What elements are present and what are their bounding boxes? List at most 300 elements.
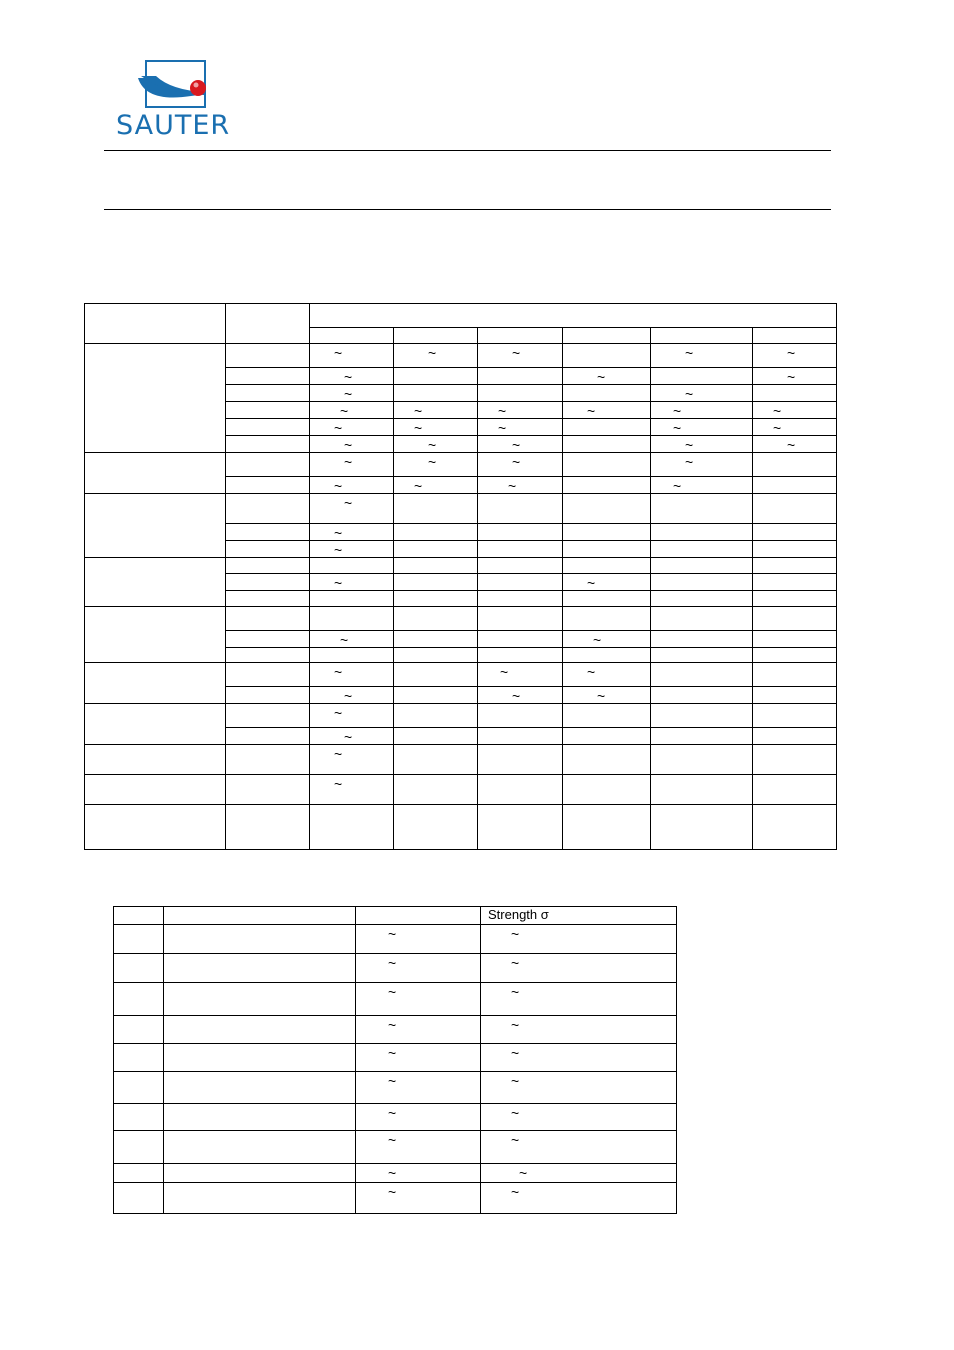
value-cell [478,574,563,591]
value-cell [478,494,563,524]
value-cell [394,477,478,494]
range-tilde: ~ [787,369,796,385]
value-cell [478,436,563,453]
row-label-cell [226,494,310,524]
row-label-cell [226,574,310,591]
value-cell [651,368,753,385]
table-row [114,1044,677,1072]
value-cell [394,728,478,745]
value-cell [164,1183,356,1214]
value-cell [753,453,837,477]
value-cell [310,648,394,663]
range-tilde: ~ [388,1132,397,1148]
value-cell [651,402,753,419]
header-cell [563,328,651,344]
value-cell [753,541,837,558]
value-cell [114,1016,164,1044]
value-cell [164,1044,356,1072]
header-cell [394,328,478,344]
range-tilde: ~ [344,729,353,745]
range-tilde: ~ [428,345,437,361]
value-cell [394,775,478,805]
group-label-cell [85,558,226,607]
value-cell [753,524,837,541]
value-cell [651,558,753,574]
value-cell [394,687,478,704]
header-cell [164,907,356,925]
range-tilde: ~ [344,437,353,453]
value-cell [753,631,837,648]
value-cell [394,574,478,591]
value-cell [651,687,753,704]
value-cell [394,704,478,728]
value-cell [563,728,651,745]
range-tilde: ~ [388,984,397,1000]
range-tilde: ~ [773,420,782,436]
value-cell [753,558,837,574]
value-cell [481,1131,677,1164]
value-cell [356,983,481,1016]
value-cell [114,1164,164,1183]
range-tilde: ~ [388,1165,397,1181]
value-cell [164,1131,356,1164]
row-label-cell [226,368,310,385]
value-cell [753,419,837,436]
value-cell [164,983,356,1016]
value-cell [478,728,563,745]
range-tilde: ~ [428,437,437,453]
value-cell [651,631,753,648]
value-cell [394,607,478,631]
range-tilde: ~ [334,420,343,436]
range-tilde: ~ [334,542,343,558]
table-row [114,925,677,954]
value-cell [310,436,394,453]
value-cell [356,1104,481,1131]
row-label-cell [226,663,310,687]
value-cell [753,745,837,775]
range-tilde: ~ [511,1184,520,1200]
value-cell [481,983,677,1016]
table-row [85,607,837,631]
range-tilde: ~ [388,1017,397,1033]
range-tilde: ~ [593,632,602,648]
value-cell [310,558,394,574]
value-cell [310,704,394,728]
value-cell [651,728,753,745]
value-cell [563,775,651,805]
table-row [85,805,837,850]
value-cell [753,344,837,368]
range-tilde: ~ [334,345,343,361]
value-cell [563,402,651,419]
range-tilde: ~ [334,664,343,680]
value-cell [753,385,837,402]
value-cell [310,385,394,402]
value-cell [481,1183,677,1214]
value-cell [753,648,837,663]
value-cell [563,453,651,477]
value-cell [114,1072,164,1104]
value-cell [394,591,478,607]
value-cell [164,1104,356,1131]
value-cell [310,805,394,850]
value-cell [478,524,563,541]
value-cell [310,477,394,494]
range-tilde: ~ [508,478,517,494]
table-row [85,558,837,574]
value-cell [478,687,563,704]
range-tilde: ~ [673,478,682,494]
range-tilde: ~ [512,454,521,470]
value-cell [478,402,563,419]
value-cell [753,663,837,687]
row-label-cell [226,687,310,704]
value-cell [651,524,753,541]
range-tilde: ~ [344,454,353,470]
range-tilde: ~ [334,478,343,494]
row-label-cell [226,607,310,631]
row-label-cell [226,728,310,745]
value-cell [753,368,837,385]
range-tilde: ~ [334,525,343,541]
value-cell [164,1072,356,1104]
table-row [85,453,837,477]
value-cell [481,1016,677,1044]
row-label-cell [226,591,310,607]
value-cell [310,775,394,805]
range-tilde: ~ [587,403,596,419]
value-cell [753,402,837,419]
row-label-cell [226,436,310,453]
header-rule-bottom [104,209,831,210]
value-cell [356,925,481,954]
value-cell [478,648,563,663]
value-cell [394,344,478,368]
range-tilde: ~ [498,403,507,419]
value-cell [651,419,753,436]
value-cell [651,574,753,591]
header-cell [651,328,753,344]
value-cell [651,477,753,494]
table-row [85,704,837,728]
value-cell [356,1164,481,1183]
strength-table [113,906,677,1214]
value-cell [753,436,837,453]
value-cell [164,1164,356,1183]
value-cell [563,648,651,663]
range-tilde: ~ [340,632,349,648]
value-cell [651,607,753,631]
logo-mark [116,58,246,114]
row-label-cell [226,385,310,402]
table-row [114,1072,677,1104]
range-tilde: ~ [388,1184,397,1200]
range-tilde: ~ [511,926,520,942]
row-label-cell [226,745,310,775]
header-cell [753,328,837,344]
value-cell [481,1104,677,1131]
value-cell [394,541,478,558]
value-cell [651,648,753,663]
value-cell [310,541,394,558]
row-label-cell [226,805,310,850]
value-cell [563,436,651,453]
value-cell [478,368,563,385]
range-tilde: ~ [344,495,353,511]
value-cell [310,524,394,541]
range-tilde: ~ [344,688,353,704]
table-row [114,1131,677,1164]
range-tilde: ~ [587,575,596,591]
row-label-cell [226,477,310,494]
value-cell [394,385,478,402]
range-tilde: ~ [428,454,437,470]
row-label-cell [226,558,310,574]
group-label-cell [85,805,226,850]
value-cell [563,385,651,402]
value-cell [164,925,356,954]
value-cell [563,687,651,704]
value-cell [753,574,837,591]
value-cell [563,419,651,436]
table-row [114,1016,677,1044]
value-cell [310,631,394,648]
range-tilde: ~ [511,955,520,971]
value-cell [651,704,753,728]
range-tilde: ~ [685,454,694,470]
value-cell [310,663,394,687]
value-cell [651,494,753,524]
row-label-cell [226,775,310,805]
value-cell [478,663,563,687]
range-tilde: ~ [673,403,682,419]
header-rule-top [104,150,831,151]
value-cell [310,687,394,704]
row-label-cell [226,631,310,648]
value-cell [478,745,563,775]
value-cell [753,728,837,745]
value-cell [478,541,563,558]
range-tilde: ~ [344,386,353,402]
value-cell [356,1072,481,1104]
range-tilde: ~ [340,403,349,419]
value-cell [651,344,753,368]
value-cell [478,631,563,648]
range-tilde: ~ [685,345,694,361]
value-cell [114,1131,164,1164]
row-label-cell [226,402,310,419]
value-cell [563,541,651,558]
range-tilde: ~ [414,420,423,436]
value-cell [563,631,651,648]
value-cell [753,607,837,631]
value-cell [753,687,837,704]
range-tilde: ~ [511,1132,520,1148]
range-tilde: ~ [512,688,521,704]
range-tilde: ~ [512,437,521,453]
value-cell [310,494,394,524]
range-tilde: ~ [511,1105,520,1121]
row-label-cell [226,344,310,368]
value-cell [478,477,563,494]
group-label-cell [85,494,226,558]
value-cell [310,745,394,775]
range-tilde: ~ [344,369,353,385]
value-cell [356,954,481,983]
row-label-cell [226,541,310,558]
group-label-cell [85,344,226,453]
header-cell [226,304,310,344]
range-tilde: ~ [414,478,423,494]
range-tilde: ~ [685,437,694,453]
value-cell [478,805,563,850]
header-cell [85,304,226,344]
value-cell [164,1016,356,1044]
header-cell [310,328,394,344]
value-cell [563,591,651,607]
value-cell [356,1044,481,1072]
value-cell [481,1044,677,1072]
value-cell [563,344,651,368]
value-cell [478,704,563,728]
range-tilde: ~ [388,955,397,971]
table-row [114,1104,677,1131]
value-cell [651,453,753,477]
value-cell [310,368,394,385]
sauter-logo [116,58,246,144]
value-cell [478,419,563,436]
value-cell [563,368,651,385]
header-cell [478,328,563,344]
value-cell [394,436,478,453]
value-cell [478,558,563,574]
row-label-cell [226,419,310,436]
value-cell [753,704,837,728]
value-cell [310,402,394,419]
value-cell [481,1072,677,1104]
value-cell [394,648,478,663]
value-cell [356,1016,481,1044]
range-tilde: ~ [388,1073,397,1089]
value-cell [478,453,563,477]
range-tilde: ~ [498,420,507,436]
row-label-cell [226,453,310,477]
table-row [114,1183,677,1214]
table-row [114,954,677,983]
value-cell [478,591,563,607]
table-row [114,983,677,1016]
value-cell [310,453,394,477]
value-cell [394,558,478,574]
header-cell [114,907,164,925]
value-cell [114,1044,164,1072]
table-row [85,494,837,524]
value-cell [356,1183,481,1214]
header-cell [356,907,481,925]
value-cell [753,477,837,494]
value-cell [310,344,394,368]
range-tilde: ~ [388,926,397,942]
row-label-cell [226,648,310,663]
range-tilde: ~ [334,705,343,721]
value-cell [563,704,651,728]
group-label-cell [85,775,226,805]
range-tilde: ~ [685,386,694,402]
group-label-cell [85,704,226,745]
value-cell [394,419,478,436]
value-cell [651,385,753,402]
value-cell [651,775,753,805]
value-cell [753,805,837,850]
value-cell [563,477,651,494]
value-cell [563,574,651,591]
value-cell [394,402,478,419]
range-tilde: ~ [334,746,343,762]
value-cell [394,631,478,648]
value-cell [394,524,478,541]
table-row [85,745,837,775]
value-cell [114,925,164,954]
value-cell [478,607,563,631]
group-label-cell [85,607,226,663]
range-tilde: ~ [511,984,520,1000]
value-cell [563,494,651,524]
value-cell [753,591,837,607]
value-cell [478,775,563,805]
value-cell [394,745,478,775]
value-cell [563,805,651,850]
value-cell [563,745,651,775]
range-tilde: ~ [787,437,796,453]
value-cell [481,954,677,983]
range-tilde: ~ [597,369,606,385]
value-cell [394,453,478,477]
value-cell [356,1131,481,1164]
group-label-cell [85,453,226,494]
range-tilde: ~ [673,420,682,436]
value-cell [563,607,651,631]
value-cell [478,344,563,368]
row-label-cell [226,524,310,541]
value-cell [563,663,651,687]
range-tilde: ~ [587,664,596,680]
table-row [85,663,837,687]
value-cell [651,805,753,850]
group-label-cell [85,663,226,704]
value-cell [394,663,478,687]
value-cell [481,925,677,954]
value-cell [114,983,164,1016]
table-row [85,344,837,368]
range-tilde: ~ [519,1165,528,1181]
range-tilde: ~ [334,776,343,792]
value-cell [753,775,837,805]
value-cell [310,591,394,607]
group-label-cell [85,745,226,775]
value-cell [563,524,651,541]
value-cell [563,558,651,574]
value-cell [114,1183,164,1214]
range-tilde: ~ [334,575,343,591]
value-cell [394,805,478,850]
value-cell [651,663,753,687]
value-cell [310,574,394,591]
value-cell [394,494,478,524]
range-tilde: ~ [512,345,521,361]
value-cell [481,1164,677,1183]
value-cell [310,607,394,631]
